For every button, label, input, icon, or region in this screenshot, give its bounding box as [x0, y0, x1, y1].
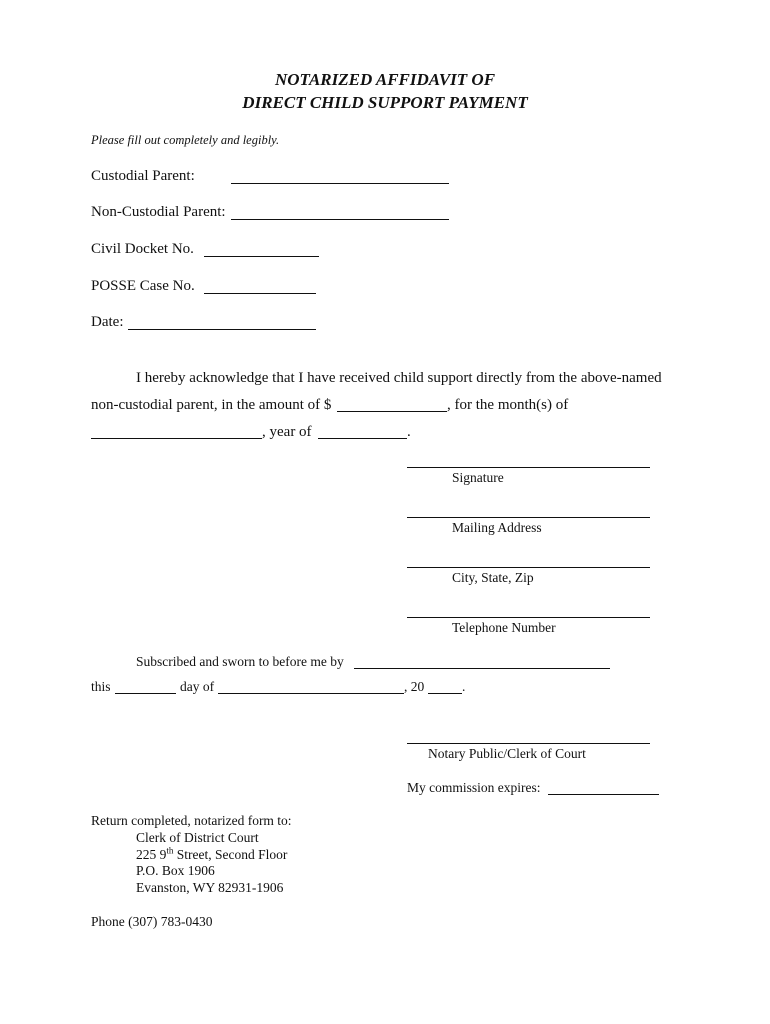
commission-expires-field[interactable] — [548, 794, 659, 795]
date-label: Date: — [91, 314, 124, 330]
non-custodial-parent-label: Non-Custodial Parent: — [91, 204, 226, 220]
months-field[interactable] — [91, 438, 262, 439]
mailing-address-field[interactable] — [407, 517, 650, 518]
posse-case-label: POSSE Case No. — [91, 278, 195, 294]
phone-number: Phone (307) 783-0430 — [91, 914, 213, 929]
return-line-3: P.O. Box 1906 — [136, 863, 215, 878]
year-prefix-text: , 20 — [404, 679, 425, 694]
acknowledgement-line-3b: . — [407, 424, 411, 440]
mailing-address-label: Mailing Address — [452, 520, 542, 535]
custodial-parent-field[interactable] — [231, 183, 449, 184]
acknowledgement-line-2b: , for the month(s) of — [447, 397, 569, 413]
telephone-label: Telephone Number — [452, 620, 556, 635]
civil-docket-field[interactable] — [204, 256, 319, 257]
acknowledgement-line-2a: non-custodial parent, in the amount of $ — [91, 397, 332, 413]
custodial-parent-label: Custodial Parent: — [91, 168, 195, 184]
this-text: this — [91, 679, 111, 694]
non-custodial-parent-field[interactable] — [231, 219, 449, 220]
signature-field[interactable] — [407, 467, 650, 468]
notary-signature-field[interactable] — [407, 743, 650, 744]
posse-case-field[interactable] — [204, 293, 316, 294]
street-rest: Street, Second Floor — [173, 847, 288, 862]
return-line-1: Clerk of District Court — [136, 830, 259, 845]
return-heading: Return completed, notarized form to: — [91, 813, 292, 828]
day-field[interactable] — [115, 693, 176, 694]
return-line-4: Evanston, WY 82931-1906 — [136, 880, 284, 895]
acknowledgement-line-1: I hereby acknowledge that I have received child support directly from the above-named — [136, 370, 662, 386]
month-field[interactable] — [218, 693, 404, 694]
telephone-field[interactable] — [407, 617, 650, 618]
form-title-line-2: DIRECT CHILD SUPPORT PAYMENT — [242, 93, 528, 112]
form-instruction: Please fill out completely and legibly. — [91, 133, 280, 147]
form-title-line-1: NOTARIZED AFFIDAVIT OF — [274, 70, 496, 89]
day-of-text: day of — [180, 679, 215, 694]
street-number: 225 9 — [136, 847, 167, 862]
return-line-2 — [136, 847, 287, 863]
subscribed-sworn-text: Subscribed and sworn to before me by — [136, 654, 344, 669]
city-state-zip-field[interactable] — [407, 567, 650, 568]
date-field[interactable] — [128, 329, 316, 330]
notary-label: Notary Public/Clerk of Court — [428, 746, 586, 761]
acknowledgement-line-3a: , year of — [262, 424, 312, 440]
year-suffix-text: . — [462, 679, 466, 694]
year-field[interactable] — [318, 438, 407, 439]
signature-label: Signature — [452, 470, 504, 485]
civil-docket-label: Civil Docket No. — [91, 241, 194, 257]
city-state-zip-label: City, State, Zip — [452, 570, 534, 585]
notary-year-field[interactable] — [428, 693, 462, 694]
street-ordinal: th — [166, 845, 174, 856]
commission-expires-label: My commission expires: — [407, 780, 541, 795]
amount-field[interactable] — [337, 411, 447, 412]
sworn-by-field[interactable] — [354, 668, 610, 669]
